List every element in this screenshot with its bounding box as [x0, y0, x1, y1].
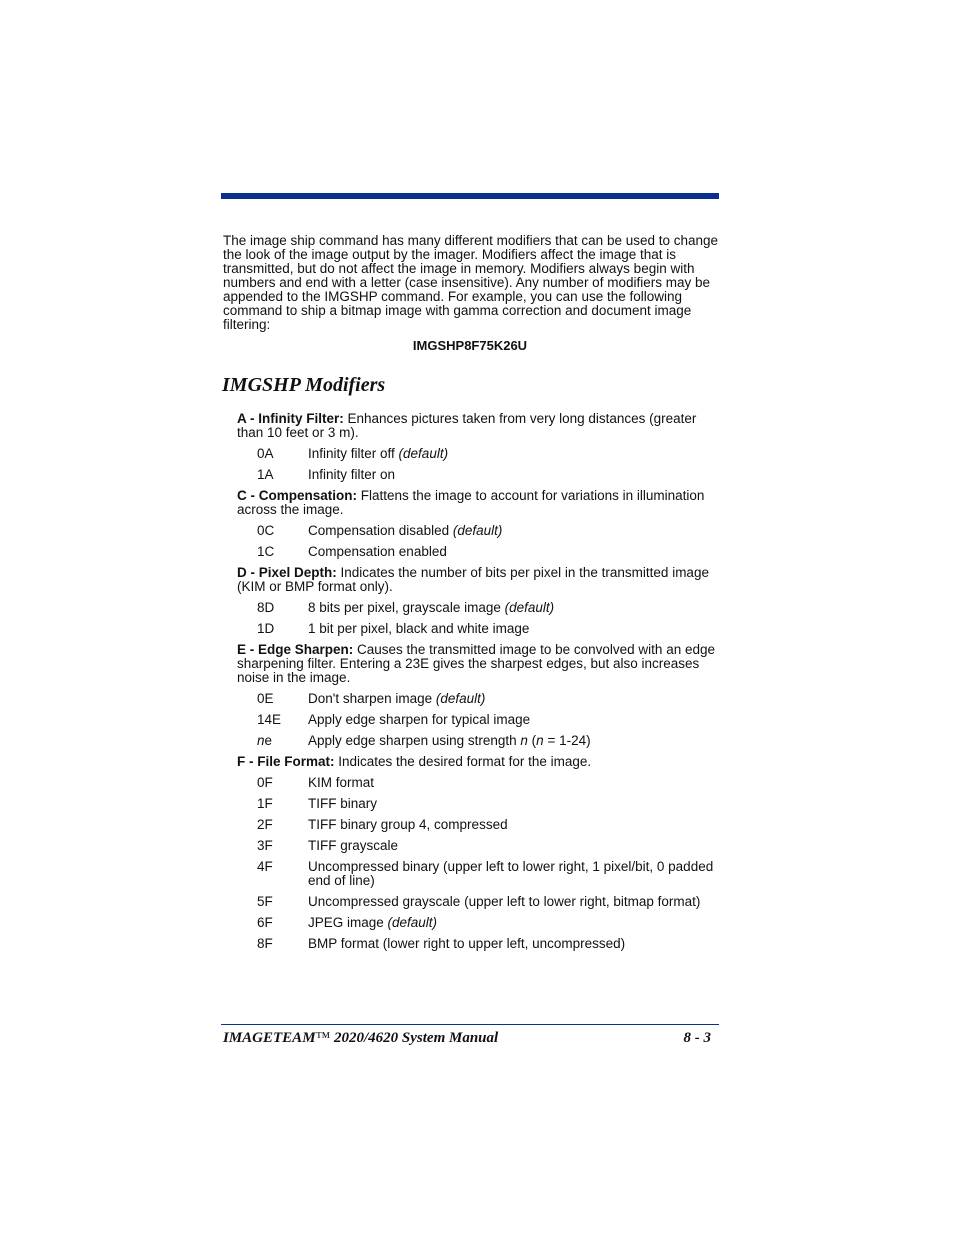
option-row	[237, 447, 723, 461]
strength-variable: n	[536, 733, 544, 748]
strength-variable: n	[520, 733, 528, 748]
default-note: (default)	[387, 915, 438, 930]
option-text	[308, 447, 723, 461]
option-code: 2F	[257, 817, 273, 832]
option-text: Uncompressed grayscale (upper left to lower right, bitmap format)	[308, 894, 701, 909]
option-text: Uncompressed binary (upper left to lower right, 1 pixel/bit, 0 padded end of line)	[308, 859, 714, 888]
modifier-description: Indicates the number of bits per pixel in the transmitted image (KIM or BMP format only).	[237, 565, 709, 594]
header-rule	[221, 193, 719, 199]
option-text	[308, 601, 723, 615]
option-text: BMP format (lower right to upper left, uncompressed)	[308, 936, 626, 951]
modifier-c	[237, 489, 723, 517]
option-row	[237, 734, 723, 748]
option-text: Apply edge sharpen for typical image	[308, 712, 531, 727]
option-label: 8 bits per pixel, grayscale image	[308, 600, 505, 615]
modifier-label: F - File Format:	[237, 754, 335, 769]
option-label: Don't sharpen image	[308, 691, 436, 706]
intro-paragraph: The image ship command has many different modifiers that can be used to change the look of the image output by the imager. Modifiers affect the image that is transmitted, but do not affect the image in memory. Modifiers always begin with numbers and end with a letter (case insensitive). Any number of modifiers may be appended to the IMGSHP command. For example, you can use the following command to ship a bitmap image with gamma correction and document image filtering:	[223, 233, 719, 332]
option-code: 4F	[257, 859, 273, 874]
modifier-a	[237, 412, 723, 440]
option-code: 1F	[257, 796, 273, 811]
option-row	[237, 713, 723, 727]
option-code: 8D	[257, 600, 275, 615]
option-code: 1D	[257, 621, 275, 636]
option-row	[237, 839, 723, 853]
option-row	[237, 622, 723, 636]
trademark-symbol: ™	[315, 1030, 331, 1046]
option-row	[237, 776, 723, 790]
modifier-label: E - Edge Sharpen:	[237, 642, 354, 657]
option-code: 0E	[257, 691, 274, 706]
option-label: Apply edge sharpen using strength	[308, 733, 521, 748]
option-label: Infinity filter off	[308, 446, 399, 461]
option-code: 1A	[257, 467, 274, 482]
option-text: TIFF binary	[308, 796, 378, 811]
modifier-f	[237, 755, 723, 769]
modifier-label: D - Pixel Depth:	[237, 565, 337, 580]
option-code: 14E	[257, 712, 282, 727]
strength-range: = 1-24)	[543, 733, 591, 748]
modifier-d	[237, 566, 723, 594]
option-code	[237, 734, 308, 748]
option-row	[237, 895, 723, 909]
option-code: 3F	[257, 838, 273, 853]
footer-rule	[221, 1024, 719, 1025]
option-text: KIM format	[308, 775, 375, 790]
page-number: 8 - 3	[683, 1030, 711, 1046]
default-note: (default)	[504, 600, 555, 615]
option-code: 5F	[257, 894, 273, 909]
default-note: (default)	[398, 446, 449, 461]
modifier-description: Indicates the desired format for the image.	[334, 754, 592, 769]
option-text: 1 bit per pixel, black and white image	[308, 621, 530, 636]
default-note: (default)	[435, 691, 486, 706]
example-command: IMGSHP8F75K26U	[412, 338, 528, 353]
option-code: 0A	[257, 446, 274, 461]
option-label: JPEG image	[308, 915, 388, 930]
option-row	[237, 601, 723, 615]
option-row	[237, 524, 723, 538]
option-row	[237, 692, 723, 706]
option-code: 8F	[257, 936, 273, 951]
option-text: TIFF grayscale	[308, 838, 399, 853]
manual-title	[223, 1030, 498, 1047]
option-code: 0F	[257, 775, 273, 790]
option-text	[308, 734, 723, 748]
option-row	[237, 818, 723, 832]
section-title: IMGSHP Modifiers	[222, 374, 386, 396]
manual-title-rest: 2020/4620 System Manual	[330, 1030, 499, 1046]
manual-title-brand: IMAGETEAM	[223, 1030, 316, 1046]
option-text	[308, 692, 723, 706]
page-footer	[223, 1030, 711, 1047]
option-row	[237, 916, 723, 930]
paren-open: (	[527, 733, 537, 748]
option-text	[308, 524, 723, 538]
option-code: 0C	[257, 523, 275, 538]
option-text	[308, 916, 723, 930]
modifier-label: C - Compensation:	[237, 488, 357, 503]
option-code: 1C	[257, 544, 275, 559]
option-row	[237, 545, 723, 559]
option-code-variable: n	[257, 733, 265, 748]
option-code-suffix: e	[264, 733, 273, 748]
option-code: 6F	[257, 915, 273, 930]
modifier-description: Flattens the image to account for variations in illumination across the image.	[237, 488, 705, 517]
option-text: Infinity filter on	[308, 467, 396, 482]
option-text: TIFF binary group 4, compressed	[308, 817, 508, 832]
option-row	[237, 797, 723, 811]
option-row	[237, 468, 723, 482]
option-label: Compensation disabled	[308, 523, 453, 538]
modifier-description: Causes the transmitted image to be convolved with an edge sharpening filter. Entering a 23E gives the sharpest edges, but also increases noise in the image.	[237, 642, 715, 685]
modifier-label: A - Infinity Filter:	[237, 411, 344, 426]
option-text: Compensation enabled	[308, 544, 447, 559]
default-note: (default)	[452, 523, 503, 538]
modifier-description: Enhances pictures taken from very long distances (greater than 10 feet or 3 m).	[237, 411, 697, 440]
option-row	[237, 937, 723, 951]
modifier-list	[237, 412, 723, 958]
modifier-e	[237, 643, 723, 685]
option-row	[237, 860, 723, 888]
